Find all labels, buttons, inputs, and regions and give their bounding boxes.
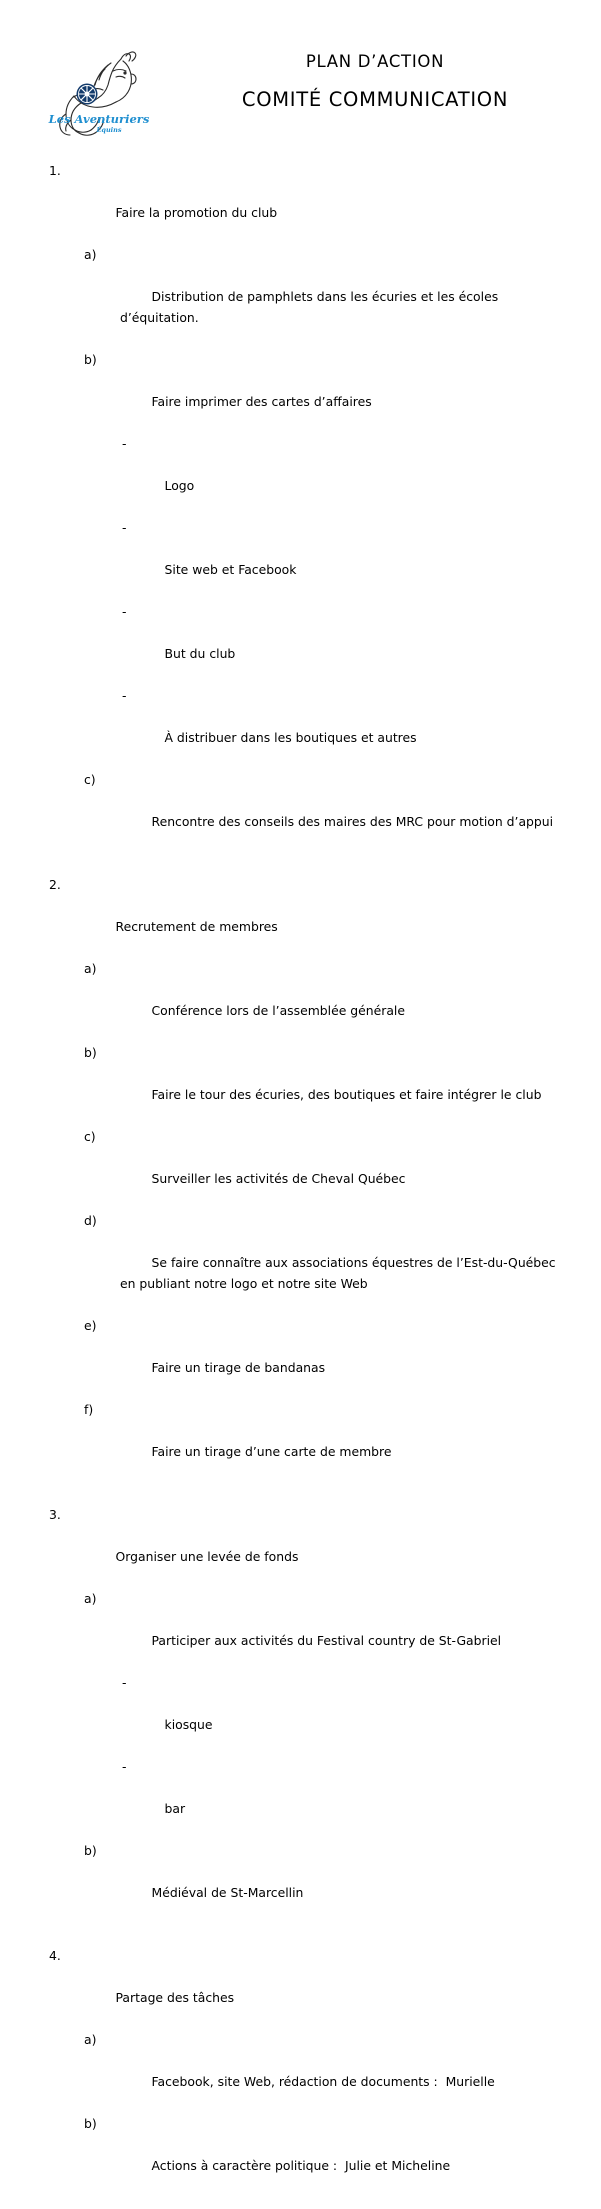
section-spacer [0,865,601,874]
logo-brand-line2: Équins [96,126,122,134]
sub-list-item-marker: - [122,1759,127,1774]
sub-list-item [0,433,601,517]
list-item-text: Faire le tour des écuries, des boutiques et faire intégrer le club [151,1087,542,1102]
list-item-text: Se faire connaître aux associations équestres de l’Est-du-Québec en publiant notre logo et notre site Web [120,1255,560,1291]
sub-list-item-text: À distribuer dans les boutiques et autres [164,730,417,745]
sub-list-item-text: But du club [164,646,236,661]
list-item-marker: c) [84,772,96,787]
list-item [0,1210,601,1315]
list-item-marker: b) [84,1843,97,1858]
list-item [0,1588,601,1672]
list-item-marker: b) [84,1045,97,1060]
list-item [0,1315,601,1399]
sub-list-item-marker: - [122,688,127,703]
sub-list-item-text: Site web et Facebook [164,562,297,577]
section-text: Recrutement de membres [115,919,278,934]
list-item [0,349,601,433]
list-item-text: Faire imprimer des cartes d’affaires [151,394,372,409]
list-item [0,2029,601,2113]
section-heading [0,1504,601,1588]
list-item-text: Actions à caractère politique : Julie et Micheline [151,2158,451,2173]
list-item-text: Faire un tirage de bandanas [151,1360,326,1375]
list-item-marker: b) [84,352,97,367]
section-marker: 3. [49,1507,61,1522]
document-header [0,0,601,145]
list-item-marker: a) [84,1591,97,1606]
sub-list-item-text: kiosque [164,1717,213,1732]
sub-list-item-text: Logo [164,478,195,493]
section-text: Faire la promotion du club [115,205,278,220]
sub-list-item [0,685,601,769]
list-item-marker: d) [84,1213,97,1228]
list-item-marker: a) [84,961,97,976]
document-title-block [160,52,590,111]
document-title-line1: PLAN D’ACTION [305,52,445,71]
list-item-text: Faire un tirage d’une carte de membre [151,1444,392,1459]
list-item-marker: c) [84,1129,96,1144]
document-body [0,160,601,2209]
list-item-text: Conférence lors de l’assemblée générale [151,1003,405,1018]
section-spacer [0,1495,601,1504]
list-item-text: Médiéval de St-Marcellin [151,1885,304,1900]
document-title-line2: COMITÉ COMMUNICATION [241,87,509,111]
section-text: Organiser une levée de fonds [115,1549,299,1564]
logo-brand-line1: Les Aventuriers [48,112,150,126]
compass-medallion-icon [77,84,98,105]
section-text: Partage des tâches [115,1990,235,2005]
list-item-marker: f) [84,1402,94,1417]
sub-list-item [0,601,601,685]
list-item [0,2113,601,2197]
sub-list-item [0,517,601,601]
section-heading [0,160,601,244]
list-item [0,1042,601,1126]
section-3 [0,1504,601,1924]
list-item-text: Facebook, site Web, rédaction de documents : Murielle [151,2074,495,2089]
section-1 [0,160,601,853]
sub-list-item-marker: - [122,604,127,619]
section-4 [0,1945,601,2197]
list-item-text: Distribution de pamphlets dans les écuries et les écoles d’équitation. [120,289,503,325]
section-heading [0,1945,601,2029]
sub-list-item-text: bar [164,1801,186,1816]
list-item-marker: a) [84,2032,97,2047]
sub-list-item-marker: - [122,436,127,451]
section-2 [0,874,601,1483]
section-spacer [0,1936,601,1945]
list-item [0,769,601,853]
list-item-text: Rencontre des conseils des maires des MRC pour motion d’appui [151,814,554,829]
list-item-text: Participer aux activités du Festival country de St-Gabriel [151,1633,502,1648]
list-item [0,1840,601,1924]
list-item [0,244,601,349]
list-item-text: Surveiller les activités de Cheval Québec [151,1171,406,1186]
list-item-marker: a) [84,247,97,262]
list-item [0,958,601,1042]
les-aventuriers-equins-logo [47,47,152,143]
section-marker: 2. [49,877,61,892]
list-item [0,1126,601,1210]
list-item [0,1399,601,1483]
list-item-marker: e) [84,1318,97,1333]
section-heading [0,874,601,958]
sub-list-item-marker: - [122,520,127,535]
sub-list-item [0,1672,601,1756]
list-item-marker: b) [84,2116,97,2131]
section-marker: 1. [49,163,61,178]
section-marker: 4. [49,1948,61,1963]
sub-list-item-marker: - [122,1675,127,1690]
sub-list-item [0,1756,601,1840]
